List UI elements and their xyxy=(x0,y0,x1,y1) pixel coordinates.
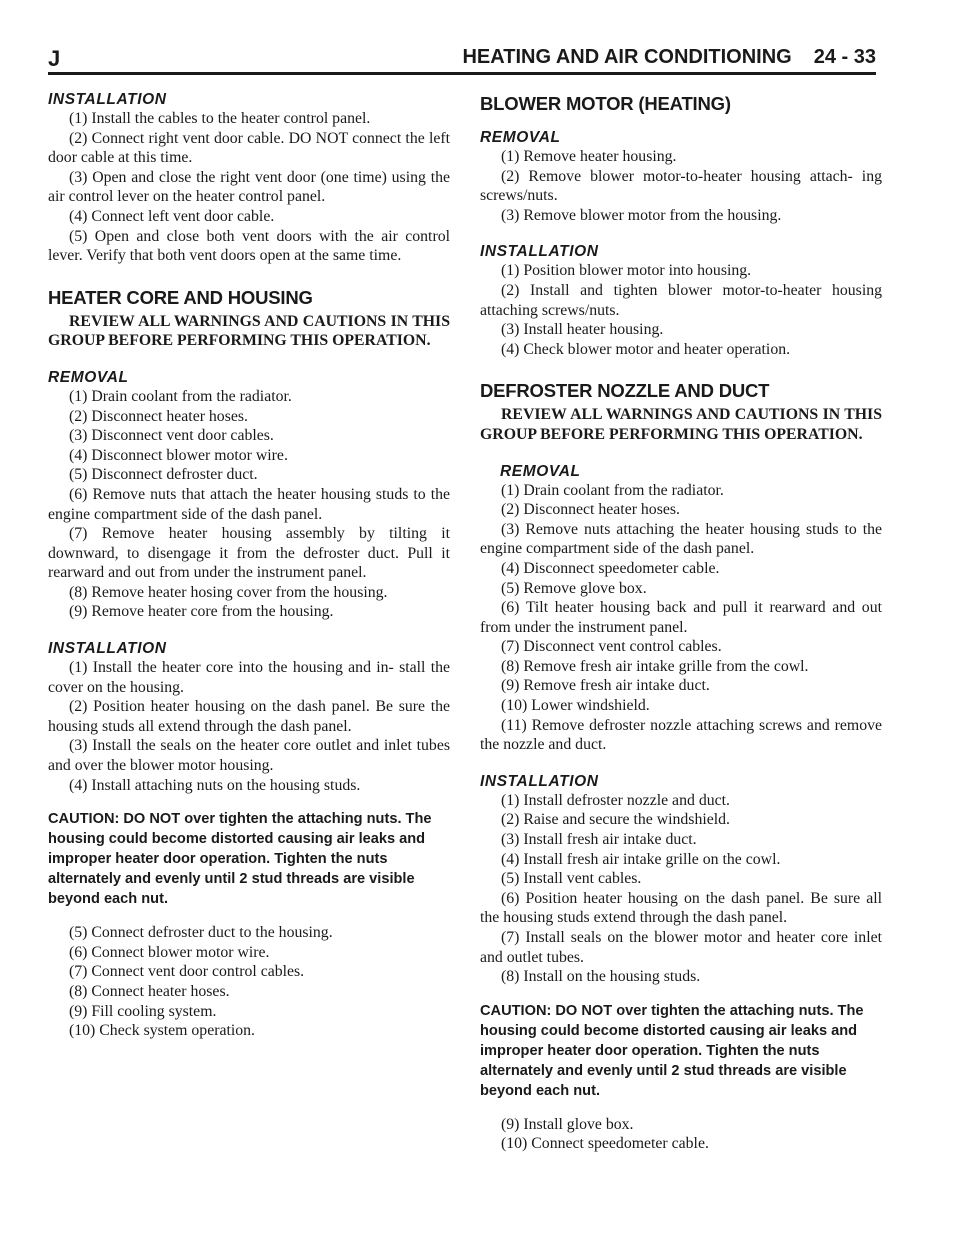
subheading-installation: INSTALLATION xyxy=(48,640,167,658)
step-item: (8) Remove fresh air intake grille from the cowl. xyxy=(501,657,809,675)
subheading-installation: INSTALLATION xyxy=(480,772,599,790)
step-item: (3) Disconnect vent door cables. xyxy=(69,427,274,445)
step-item: (4) Disconnect blower motor wire. xyxy=(69,446,288,464)
step-item: (2) Position heater housing on the dash panel. Be sure the housing studs all extend through the dash panel. xyxy=(48,698,450,735)
steps-list xyxy=(48,658,450,795)
step-item: (6) Remove nuts that attach the heater housing studs to the engine compartment side of the dash panel. xyxy=(48,485,450,523)
step-item: (5) Open and close both vent doors with the air control lever. Verify that both vent doors open at the same time. xyxy=(48,227,450,265)
step-item: (4) Check blower motor and heater operation. xyxy=(501,340,791,358)
step-item: (7) Connect vent door control cables. xyxy=(69,963,305,981)
step-item: (5) Connect defroster duct to the housing. xyxy=(69,924,333,942)
section-heading: DEFROSTER NOZZLE AND DUCT xyxy=(480,380,770,402)
step-item: (2) Disconnect heater hoses. xyxy=(69,407,248,425)
steps-list xyxy=(48,109,450,266)
step-item: (9) Install glove box. xyxy=(501,1115,634,1133)
left-column xyxy=(48,90,450,1041)
warning-text: REVIEW ALL WARNINGS AND CAUTIONS IN THIS GROUP BEFORE PERFORMING THIS OPERATION. xyxy=(480,406,882,443)
step-item: (3) Install heater housing. xyxy=(501,321,664,339)
step-item: (6) Connect blower motor wire. xyxy=(69,943,270,961)
step-item: (11) Remove defroster nozzle attaching screws and remove the nozzle and duct. xyxy=(480,716,882,754)
steps-list xyxy=(480,261,882,359)
steps-list xyxy=(48,923,450,1041)
step-item: (3) Install fresh air intake duct. xyxy=(501,831,697,849)
subheading-installation: INSTALLATION xyxy=(480,243,599,261)
section-heading: HEATER CORE AND HOUSING xyxy=(48,286,313,308)
step-item: (4) Install attaching nuts on the housing studs. xyxy=(69,776,361,794)
step-item: (1) Install defroster nozzle and duct. xyxy=(501,791,730,809)
step-item: (2) Raise and secure the windshield. xyxy=(501,811,730,829)
section-title: HEATING AND AIR CONDITIONING xyxy=(462,46,792,68)
step-item: (4) Connect left vent door cable. xyxy=(69,207,275,225)
step-item: (6) Position heater housing on the dash panel. Be sure all the housing studs extend through the dash panel. xyxy=(480,889,882,927)
manual-letter: J xyxy=(48,46,61,71)
subheading-removal: REMOVAL xyxy=(500,462,581,480)
step-item: (4) Install fresh air intake grille on the cowl. xyxy=(501,850,781,868)
step-item: (2) Install and tighten blower motor-to-heater housing attaching screws/nuts. xyxy=(480,281,882,319)
step-item: (1) Position blower motor into housing. xyxy=(501,262,752,280)
step-item: (9) Remove fresh air intake duct. xyxy=(501,677,710,695)
step-item: (10) Connect speedometer cable. xyxy=(501,1135,709,1153)
step-item: (1) Drain coolant from the radiator. xyxy=(69,387,292,405)
page-header xyxy=(48,46,876,75)
step-item: (10) Check system operation. xyxy=(69,1022,256,1040)
step-item: (2) Remove blower motor-to-heater housing attach- ing screws/nuts. xyxy=(480,167,882,205)
step-item: (3) Open and close the right vent door (one time) using the air control lever on the heater control panel. xyxy=(48,168,450,206)
step-item: (9) Remove heater core from the housing. xyxy=(69,603,334,621)
step-item: (5) Install vent cables. xyxy=(501,870,642,888)
step-item: (8) Install on the housing studs. xyxy=(501,968,701,986)
step-item: (8) Connect heater hoses. xyxy=(69,983,230,1000)
step-item: (1) Remove heater housing. xyxy=(501,148,677,165)
right-column xyxy=(480,90,882,1154)
step-item: (8) Remove heater hosing cover from the housing. xyxy=(69,583,388,601)
step-item: (1) Drain coolant from the radiator. xyxy=(501,481,724,499)
step-item: (7) Install seals on the blower motor and heater core inlet and outlet tubes. xyxy=(480,929,882,966)
step-item: (7) Disconnect vent control cables. xyxy=(501,638,722,656)
step-item: (1) Install the cables to the heater control panel. xyxy=(69,110,371,127)
steps-list xyxy=(480,791,882,987)
steps-list xyxy=(480,147,882,225)
page-number: 24 - 33 xyxy=(813,46,876,68)
step-item: (4) Disconnect speedometer cable. xyxy=(501,559,720,577)
step-item: (3) Remove nuts attaching the heater housing studs to the engine compartment side of the dash panel. xyxy=(480,520,882,558)
step-item: (10) Lower windshield. xyxy=(501,697,650,715)
step-item: (3) Install the seals on the heater core outlet and inlet tubes and over the blower motor housing. xyxy=(48,737,450,775)
step-item: (7) Remove heater housing assembly by tilting it downward, to disengage it from the defroster duct. Pull it rearward and out from under the instrument panel. xyxy=(48,525,450,582)
subheading-installation: INSTALLATION xyxy=(48,91,167,108)
step-item: (3) Remove blower motor from the housing. xyxy=(501,206,782,224)
caution-text: CAUTION: DO NOT over tighten the attaching nuts. The housing could become distorted causing air leaks and improper heater door operation. Tighten the nuts alternately and evenly until 2 stud threads are visible beyond each nut. xyxy=(480,1002,864,1099)
step-item: (2) Connect right vent door cable. DO NOT connect the left door cable at this time. xyxy=(48,129,450,167)
step-item: (6) Tilt heater housing back and pull it rearward and out from under the instrument panel. xyxy=(480,599,882,636)
step-item: (2) Disconnect heater hoses. xyxy=(501,501,680,519)
step-item: (1) Install the heater core into the housing and in- stall the cover on the housing. xyxy=(48,659,450,696)
section-heading: BLOWER MOTOR (HEATING) xyxy=(480,93,731,114)
steps-list xyxy=(48,387,450,622)
subheading-removal: REMOVAL xyxy=(48,368,129,386)
subheading-removal: REMOVAL xyxy=(480,129,561,146)
warning-text: REVIEW ALL WARNINGS AND CAUTIONS IN THIS GROUP BEFORE PERFORMING THIS OPERATION. xyxy=(48,312,450,350)
step-item: (5) Remove glove box. xyxy=(501,579,647,597)
header-right xyxy=(462,46,876,69)
step-item: (5) Disconnect defroster duct. xyxy=(69,466,258,484)
steps-list xyxy=(480,481,882,755)
step-item: (9) Fill cooling system. xyxy=(69,1002,217,1020)
caution-text: CAUTION: DO NOT over tighten the attaching nuts. The housing could become distorted causing air leaks and improper heater door operation. Tighten the nuts alternately and evenly until 2 stud threads are visible beyond each nut. xyxy=(48,811,432,908)
steps-list xyxy=(480,1115,882,1154)
